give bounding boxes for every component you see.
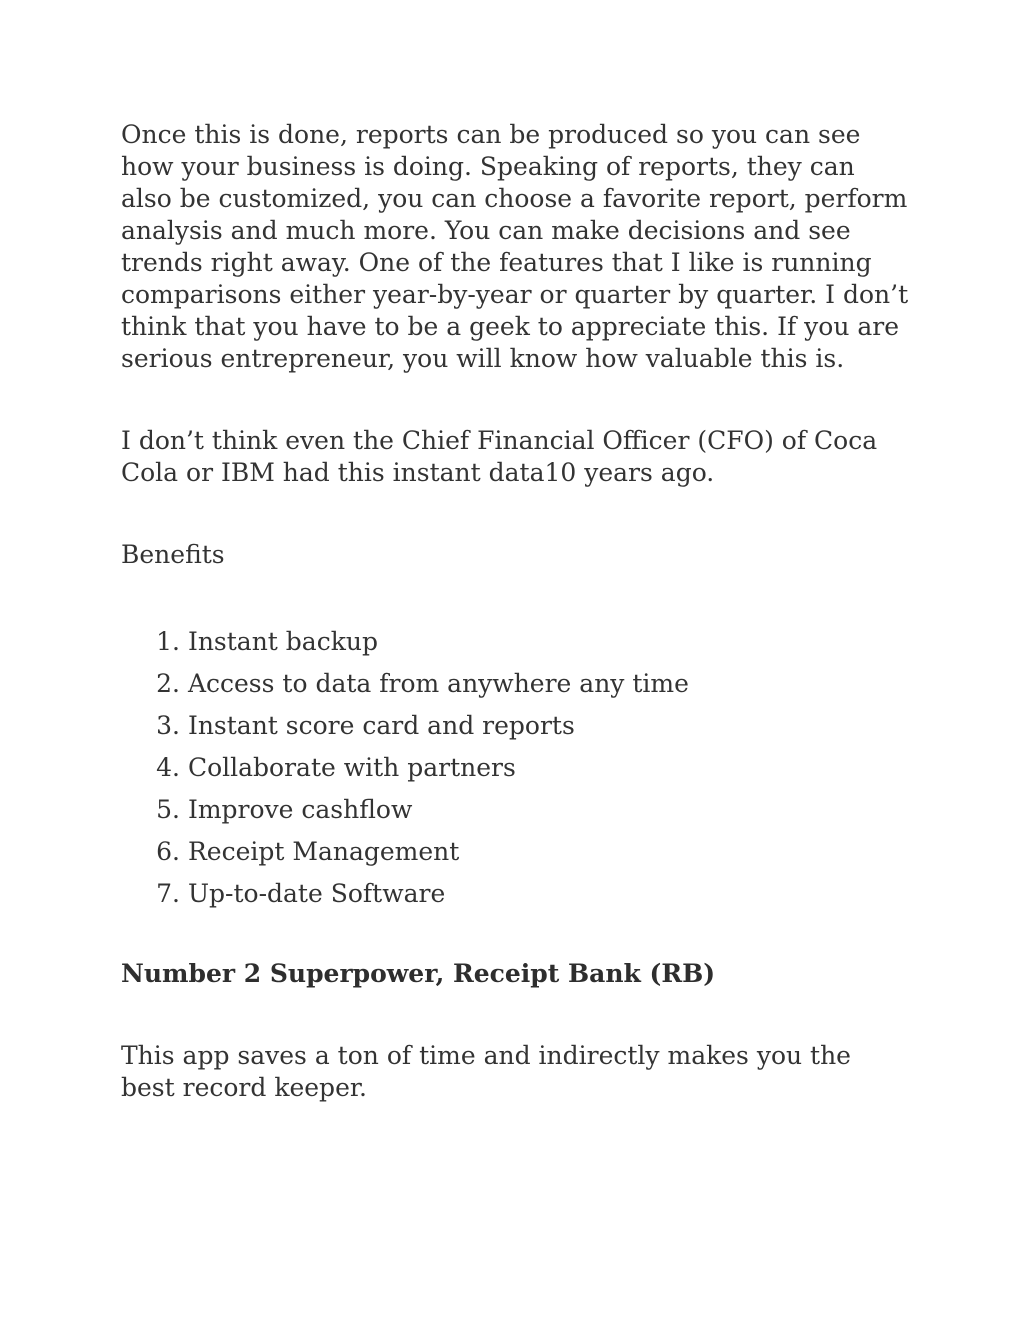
paragraph-receipt-bank: This app saves a ton of time and indirectly makes you the best record keeper. bbox=[121, 1041, 851, 1102]
list-item-text: Instant score card and reports bbox=[187, 711, 575, 740]
list-item bbox=[121, 831, 911, 873]
document-page bbox=[121, 119, 911, 1104]
list-item-text: Access to data from anywhere any time bbox=[187, 669, 689, 698]
list-item-text: Up-to-date Software bbox=[187, 879, 446, 908]
list-item-text: Collaborate with partners bbox=[187, 753, 516, 782]
list-item-number: 3. bbox=[156, 711, 180, 740]
list-item-number: 5. bbox=[156, 795, 180, 824]
paragraph-reports: Once this is done, reports can be produced so you can see how your business is doing. Speaking of reports, they can also be customized, you can choose a favorite report, perform analysis and much more. You can make decisions and see trends right away. One of the features that I like is running comparisons either year-by-year or quarter by quarter. I don’t think that you have to be a geek to appreciate this. If you are serious entrepreneur, you will know how valuable this is. bbox=[121, 120, 909, 373]
list-item bbox=[121, 789, 911, 831]
list-item-number: 4. bbox=[156, 753, 180, 782]
list-item-number: 7. bbox=[156, 879, 180, 908]
list-item-number: 1. bbox=[156, 627, 180, 656]
list-item-number: 6. bbox=[156, 837, 180, 866]
benefits-heading: Benefits bbox=[121, 540, 225, 569]
list-item bbox=[121, 747, 911, 789]
list-item bbox=[121, 621, 911, 663]
list-item-text: Improve cashflow bbox=[187, 795, 413, 824]
list-item bbox=[121, 663, 911, 705]
list-item-number: 2. bbox=[156, 669, 180, 698]
paragraph-cfo: I don’t think even the Chief Financial Officer (CFO) of Coca Cola or IBM had this instant data10 years ago. bbox=[121, 426, 878, 487]
list-item bbox=[121, 705, 911, 747]
list-item bbox=[121, 873, 911, 915]
list-item-text: Receipt Management bbox=[187, 837, 460, 866]
list-item-text: Instant backup bbox=[187, 627, 378, 656]
section-title: Number 2 Superpower, Receipt Bank (RB) bbox=[121, 959, 716, 988]
benefits-list bbox=[121, 621, 911, 915]
